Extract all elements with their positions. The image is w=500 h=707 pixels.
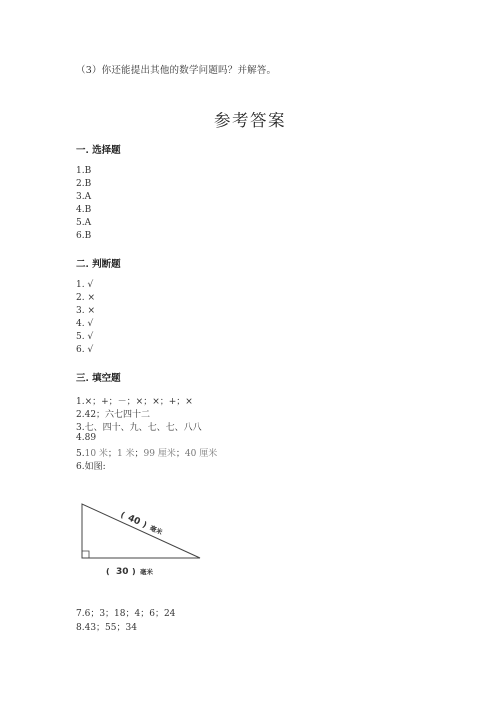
- answer-line: 6.如图:: [76, 462, 106, 472]
- base-label: [106, 567, 154, 577]
- svg-text:(: (: [106, 567, 110, 576]
- answer-line: 2.42；六七四十二: [76, 410, 151, 420]
- answer-line: 4.B: [76, 205, 92, 215]
- answer-line: 3. ×: [76, 306, 95, 316]
- section-heading-fill: 三. 填空题: [76, 373, 121, 384]
- answer-line: 3.七、四十、九、七、七、八八: [76, 423, 202, 433]
- answer-line: 6. √: [76, 345, 94, 355]
- question-3-prompt: （3）你还能提出其他的数学问题吗？并解答。: [76, 65, 277, 76]
- section-heading-choice: 一. 选择题: [76, 145, 121, 156]
- base-value: 30: [116, 567, 129, 577]
- answer-line: 4. √: [76, 319, 94, 329]
- answer-title: 参考答案: [214, 111, 286, 130]
- hypotenuse-unit: 毫米: [148, 524, 164, 537]
- answer-line-5: 5.10 米；1 米；99 厘米；40 厘米: [76, 449, 218, 459]
- answer-line: 5. √: [76, 332, 94, 342]
- right-angle-mark: [82, 551, 89, 558]
- answer-line: 1.B: [76, 166, 92, 176]
- triangle-figure: [70, 490, 210, 585]
- answer-line: 5.A: [76, 218, 92, 228]
- answer-line: 8.43；55；34: [76, 623, 137, 633]
- answer-line: 2.B: [76, 179, 92, 189]
- answer-line: 1.×；+；－；×；×；+；×: [76, 397, 193, 407]
- answer-line: 2. ×: [76, 293, 95, 303]
- answer-line: 6.B: [76, 231, 92, 241]
- svg-text:): ): [132, 567, 136, 576]
- section-heading-judgement: 二. 判断题: [76, 259, 121, 270]
- answer-line: 4.89: [76, 433, 97, 443]
- base-unit: 毫米: [140, 568, 153, 576]
- svg-text:): ): [141, 519, 149, 530]
- triangle-shape: [82, 504, 200, 558]
- hypotenuse-value: 40: [126, 513, 142, 528]
- answer-line: 3.A: [76, 192, 92, 202]
- svg-text:(: (: [119, 510, 127, 520]
- answer-line: 1. √: [76, 280, 94, 290]
- answer-line: 7.6；3；18；4；6；24: [76, 609, 176, 619]
